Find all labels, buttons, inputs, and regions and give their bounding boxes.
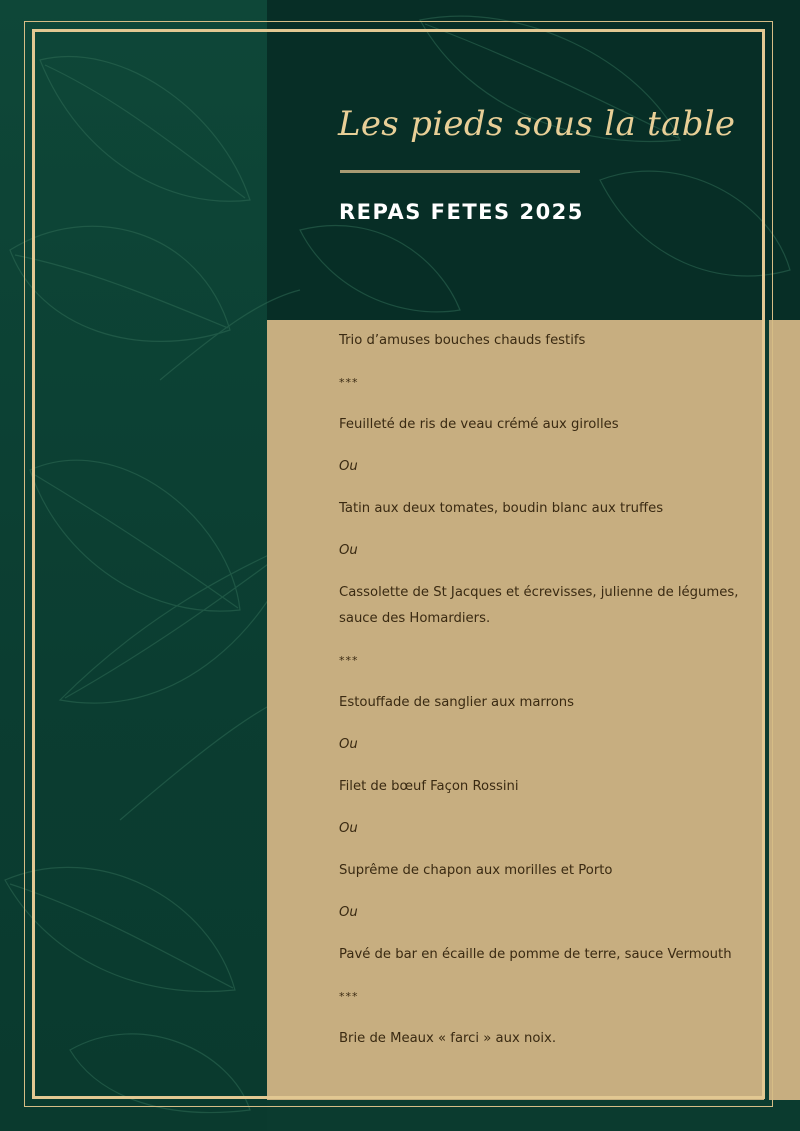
menu-item-filet-boeuf: Filet de bœuf Façon Rossini bbox=[339, 779, 519, 794]
menu-item-supreme-chapon: Suprême de chapon aux morilles et Porto bbox=[339, 863, 613, 878]
menu-or: Ou bbox=[339, 905, 358, 920]
menu-separator: *** bbox=[339, 654, 359, 667]
title-divider bbox=[340, 170, 580, 173]
menu-item-estouffade: Estouffade de sanglier aux marrons bbox=[339, 695, 575, 710]
menu-item-amuse-bouches: Trio d’amuses bouches chauds festifs bbox=[339, 333, 586, 348]
page-subtitle: REPAS FETES 2025 bbox=[339, 200, 584, 224]
menu-or: Ou bbox=[339, 459, 358, 474]
menu-item-feuillete: Feuilleté de ris de veau crémé aux girolles bbox=[339, 417, 619, 432]
menu-item-pave-bar: Pavé de bar en écaille de pomme de terre, sauce Vermouth bbox=[339, 947, 732, 962]
menu-list bbox=[339, 328, 754, 1068]
menu-separator: *** bbox=[339, 990, 359, 1003]
menu-or: Ou bbox=[339, 737, 358, 752]
menu-or: Ou bbox=[339, 821, 358, 836]
menu-separator: *** bbox=[339, 376, 359, 389]
menu-item-tatin: Tatin aux deux tomates, boudin blanc aux truffes bbox=[339, 501, 664, 516]
menu-item-brie: Brie de Meaux « farci » aux noix. bbox=[339, 1031, 557, 1046]
menu-or: Ou bbox=[339, 543, 358, 558]
menu-item-cassolette: Cassolette de St Jacques et écrevisses, julienne de légumes, sauce des Homardiers. bbox=[339, 585, 739, 626]
page-title: Les pieds sous la table bbox=[338, 104, 736, 144]
